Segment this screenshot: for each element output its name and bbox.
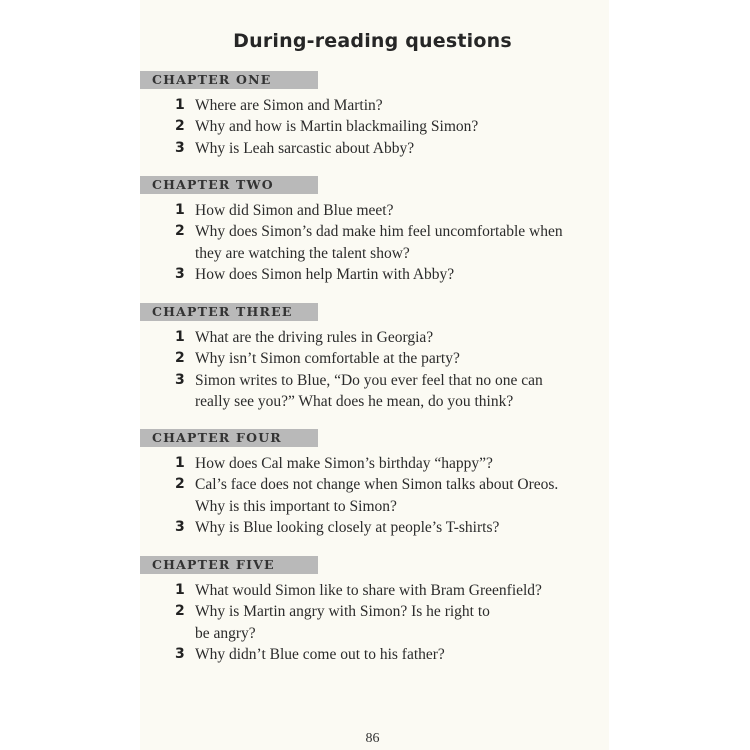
question-number: 1 [175,329,185,345]
question-item [140,453,609,474]
question-text: How did Simon and Blue meet? [195,202,394,219]
question-number: 2 [175,350,185,367]
question-text: Why is Blue looking closely at people’s T-shirts? [195,519,500,537]
chapter-heading: CHAPTER TWO [140,176,318,194]
chapter-section [140,429,609,539]
question-number: 1 [175,582,185,598]
question-number: 1 [175,97,185,113]
question-text: they are watching the talent show? [195,244,410,262]
question-number: 3 [175,519,185,536]
question-number: 2 [175,476,185,493]
question-text: What would Simon like to share with Bram Greenfield? [195,582,542,599]
question-item [140,138,609,159]
question-item [140,580,609,601]
page-title: During-reading questions [233,30,512,52]
question-number: 3 [175,266,185,283]
chapter-section [140,176,609,286]
question-list [140,453,609,539]
question-item [140,200,609,221]
question-item [140,221,609,264]
question-text: How does Cal make Simon’s birthday “happy”? [195,455,493,472]
question-text: Simon writes to Blue, “Do you ever feel that no one can [195,371,543,389]
question-item [140,644,609,665]
chapter-heading: CHAPTER THREE [140,303,318,321]
question-item [140,327,609,348]
question-list [140,95,609,159]
chapter-heading: CHAPTER FIVE [140,556,318,574]
chapter-heading: CHAPTER ONE [140,71,318,89]
page-number: 86 [365,731,380,746]
question-item [140,601,609,644]
chapter-section [140,71,609,159]
question-text: be angry? [195,624,256,642]
question-list [140,200,609,286]
question-text: Where are Simon and Martin? [195,97,383,114]
question-number: 1 [175,202,185,218]
question-text: What are the driving rules in Georgia? [195,329,434,346]
question-text: How does Simon help Martin with Abby? [195,266,455,284]
question-list [140,580,609,666]
question-number: 2 [175,223,185,240]
question-text: Why isn’t Simon comfortable at the party? [195,350,460,368]
question-text: Why does Simon’s dad make him feel uncomfortable when [195,223,563,241]
question-number: 1 [175,455,185,471]
question-item [140,348,609,369]
question-number: 3 [175,139,185,156]
question-text: Why is Martin angry with Simon? Is he right to [195,603,490,621]
question-text: really see you?” What does he mean, do you think? [195,393,514,411]
question-text: Why is Leah sarcastic about Abby? [195,139,415,157]
question-item [140,474,609,517]
question-text: Why didn’t Blue come out to his father? [195,646,445,664]
question-number: 3 [175,371,185,388]
question-number: 2 [175,603,185,620]
chapter-heading: CHAPTER FOUR [140,429,318,447]
question-text: Cal’s face does not change when Simon talks about Oreos. [195,476,559,494]
question-list [140,327,609,413]
chapter-section [140,556,609,666]
question-item [140,95,609,116]
chapter-section [140,303,609,413]
question-item [140,264,609,285]
question-text: Why is this important to Simon? [195,497,397,515]
question-number: 3 [175,646,185,663]
question-item [140,370,609,413]
question-item [140,517,609,538]
question-item [140,116,609,137]
book-page [140,0,609,750]
question-number: 2 [175,118,185,135]
question-text: Why and how is Martin blackmailing Simon? [195,118,479,136]
